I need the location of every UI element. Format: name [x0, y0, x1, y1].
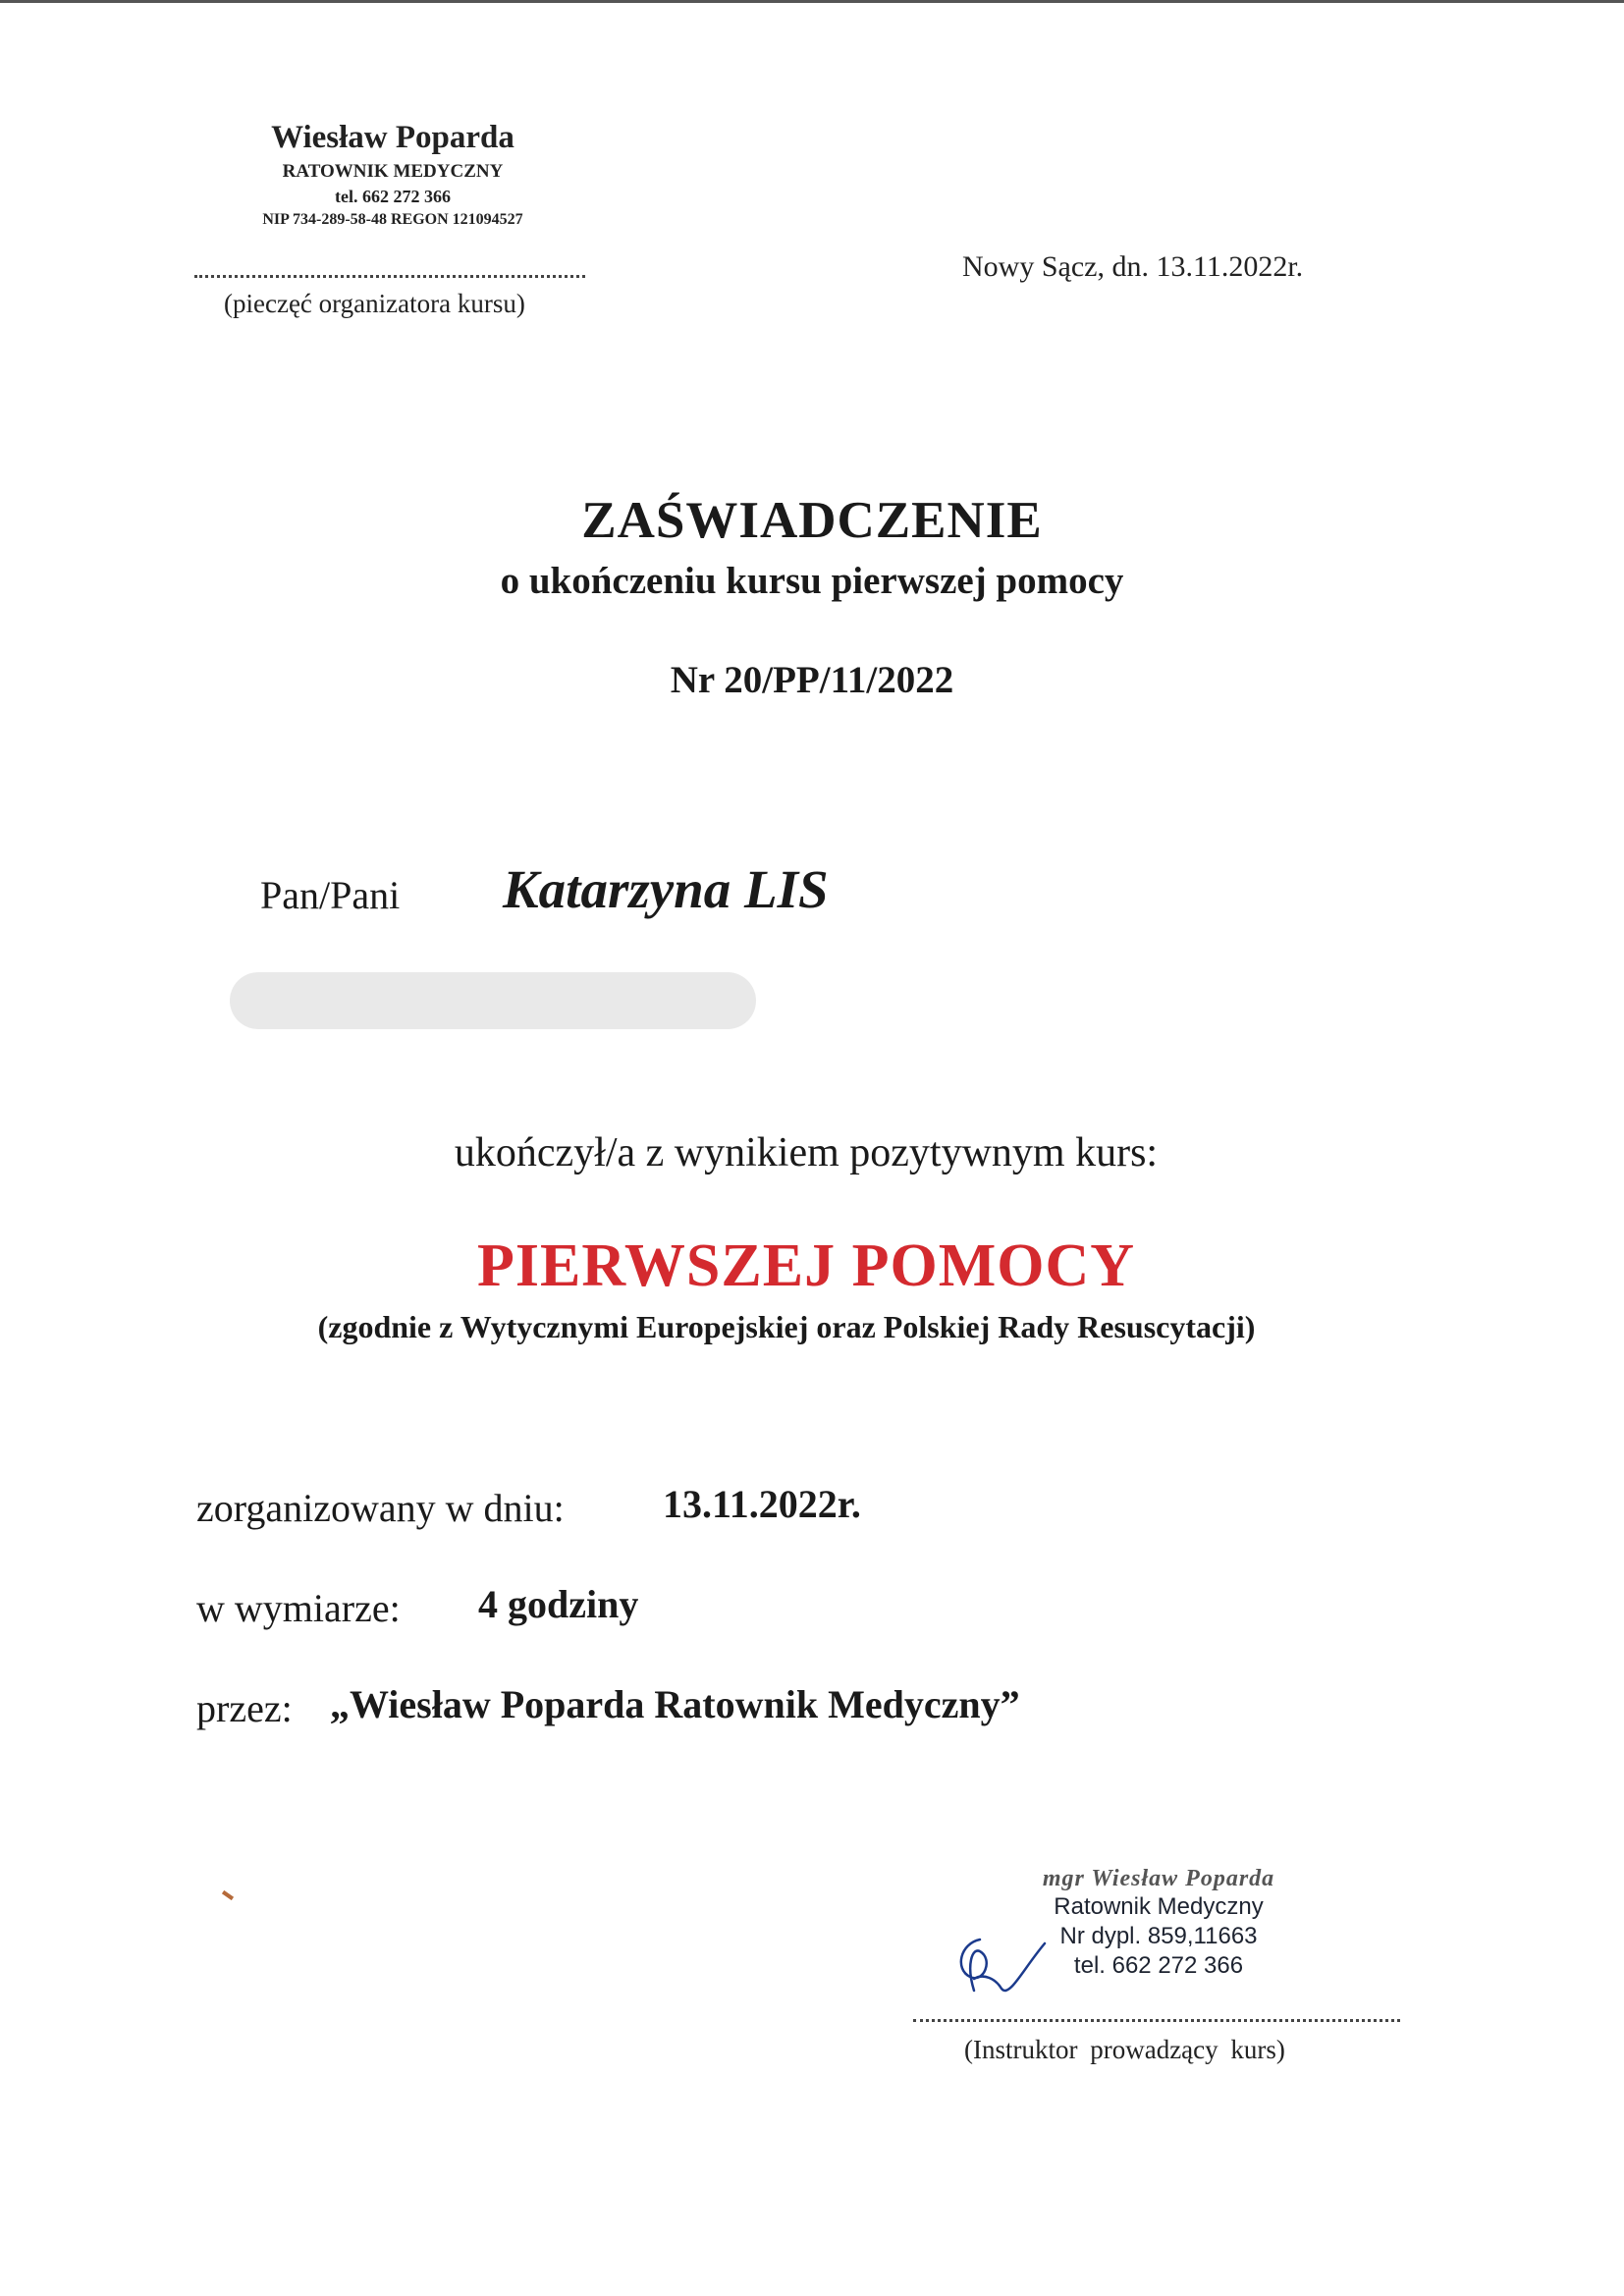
instructor-caption: (Instruktor prowadzący kurs) — [964, 2035, 1285, 2064]
completion-text: ukończył/a z wynikiem pozytywnym kurs: — [454, 1130, 1159, 1175]
duration-value: 4 godziny — [478, 1582, 639, 1626]
date-label: zorganizowany w dniu: — [196, 1486, 565, 1530]
organizer-title: RATOWNIK MEDYCZNY — [282, 161, 504, 182]
certificate-number: Nr 20/PP/11/2022 — [670, 659, 954, 701]
instructor-diploma: Nr dypl. 859,11663 — [1059, 1923, 1258, 1949]
duration-label: w wymiarze: — [196, 1586, 401, 1630]
stamp-dotted-line — [194, 275, 585, 278]
stamp-caption: (pieczęć organizatora kursu) — [224, 289, 525, 318]
organizer-stamp — [196, 116, 589, 232]
instructor-name: mgr Wiesław Poparda — [1042, 1866, 1275, 1891]
organizer-label: przez: — [196, 1686, 293, 1730]
participant-name: Katarzyna LIS — [503, 859, 829, 919]
date-value: 13.11.2022r. — [663, 1482, 861, 1526]
page-title: ZAŚWIADCZENIE — [581, 492, 1043, 549]
place-date: Nowy Sącz, dn. 13.11.2022r. — [962, 250, 1304, 283]
organizer-ids: NIP 734-289-58-48 REGON 121094527 — [262, 211, 523, 228]
organizer-value: „Wiesław Poparda Ratownik Medyczny” — [330, 1682, 1020, 1726]
signature-icon — [950, 1930, 1058, 2008]
organizer-phone: tel. 662 272 366 — [335, 187, 451, 206]
scan-speck — [222, 1890, 234, 1900]
instructor-phone: tel. 662 272 366 — [1073, 1952, 1244, 1979]
redacted-field — [230, 972, 756, 1029]
scan-edge — [0, 0, 1624, 3]
organizer-name: Wiesław Poparda — [271, 120, 514, 155]
certificate-subtitle: o ukończeniu kursu pierwszej pomocy — [500, 560, 1124, 602]
instructor-role: Ratownik Medyczny — [1054, 1893, 1264, 1920]
salutation: Pan/Pani — [260, 873, 401, 917]
course-name: PIERWSZEJ POMOCY — [476, 1232, 1136, 1299]
instructor-dotted-line — [913, 2019, 1400, 2022]
course-note: (zgodnie z Wytycznymi Europejskiej oraz Polskiej Rady Resuscytacji) — [317, 1309, 1256, 1344]
